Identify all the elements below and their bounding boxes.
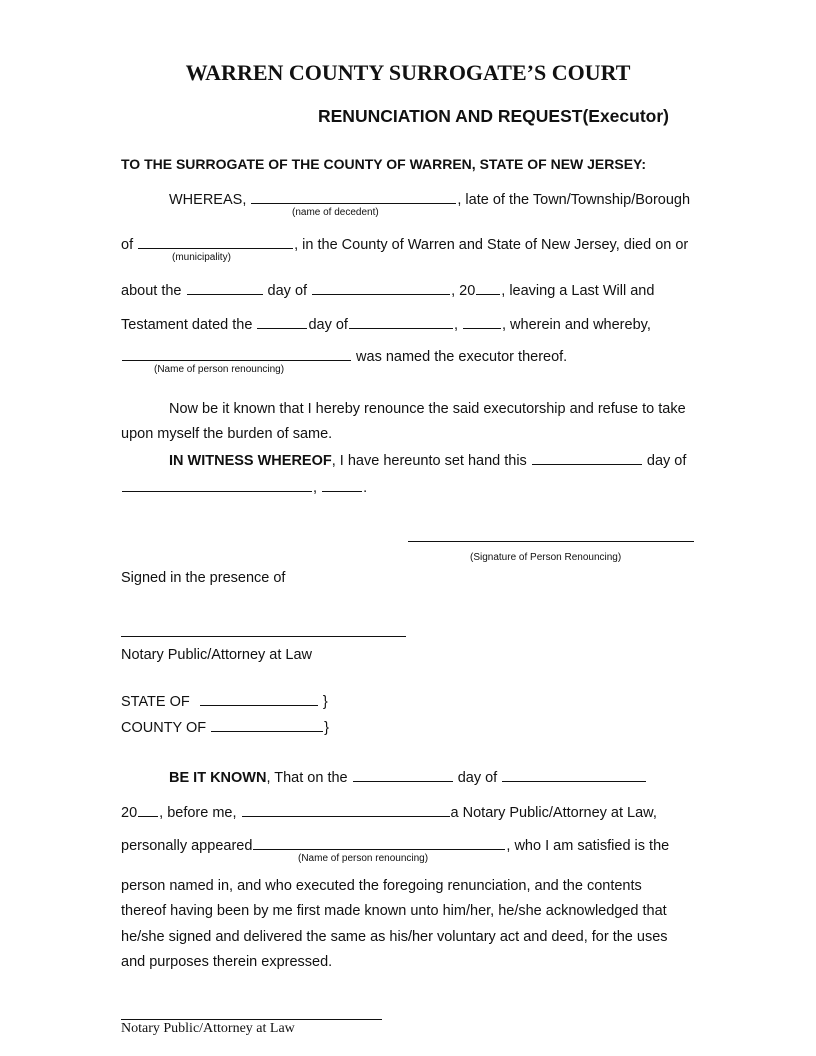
witness-comma: , [313,480,318,496]
renounce-line-1: Now be it known that I hereby renounce the said executorship and refuse to take [169,401,686,417]
known-before-me: , before me, [159,805,237,821]
year-prefix: , 20 [451,283,476,299]
witness-month-field[interactable] [122,478,312,492]
witness-year-field[interactable] [322,478,362,492]
executor-clause: was named the executor thereof. [356,349,568,365]
known-line-2 [121,803,657,821]
of-label: of [121,237,134,253]
whereas-line-1 [169,190,690,208]
state-label: STATE OF [121,694,190,710]
county-field[interactable] [211,718,323,732]
court-title: WARREN COUNTY SURROGATE’S COURT [185,60,631,85]
state-brace: } [322,694,328,710]
death-year-field[interactable] [476,281,500,295]
whereas-l2-rest: , in the County of Warren and State of New Jersey, died on or [294,237,689,253]
known-paragraph-4: and purposes therein expressed. [121,954,333,970]
appeared-person-field[interactable] [253,836,505,850]
known-notary-text: a Notary Public/Attorney at Law, [450,805,657,821]
known-paragraph-1: person named in, and who executed the foregoing renunciation, and the contents [121,878,642,894]
known-l1-text: , That on the [266,770,348,786]
whereas-label: WHEREAS, [169,192,247,208]
form-title: RENUNCIATION AND REQUEST(Executor) [318,106,669,126]
known-heading: BE IT KNOWN [169,770,267,786]
notary-name-field[interactable] [242,803,450,817]
known-line-3 [121,836,669,854]
will-month-field[interactable] [349,315,453,329]
address-line: TO THE SURROGATE OF THE COUNTY OF WARREN, STATE OF NEW JERSEY: [121,156,647,172]
whereas-line-2 [121,235,688,253]
notary-signature-line[interactable] [121,636,406,637]
witness-period: . [363,480,368,496]
known-paragraph-3: he/she signed and delivered the same as his/her voluntary act and deed, for the uses [121,929,668,945]
municipality-field[interactable] [138,235,293,249]
renounce-line-2: upon myself the burden of same. [121,426,333,442]
caption-appeared-person: (Name of person renouncing) [298,853,429,864]
known-year-field[interactable] [138,803,158,817]
footer-notary-line[interactable] [121,1019,382,1020]
witness-day-field[interactable] [532,451,642,465]
testament-dated-label: Testament dated the [121,317,253,333]
whereas-l3-rest: , leaving a Last Will and [501,283,655,299]
footer-notary-label: Notary Public/Attorney at Law [121,1021,295,1036]
will-day-of-label: day of [308,317,348,333]
known-paragraph-2: thereof having been by me first made known unto him/her, he/she acknowledged that [121,903,667,919]
notary-label: Notary Public/Attorney at Law [121,647,313,663]
caption-decedent: (name of decedent) [292,207,379,218]
known-day-field[interactable] [353,768,453,782]
death-month-field[interactable] [312,281,450,295]
signature-line[interactable] [408,541,694,542]
county-line [121,718,329,736]
witness-date-line [121,478,367,496]
whereas-line-4 [121,315,651,333]
whereas-line-3 [121,281,654,299]
witness-day-of-label: day of [646,453,687,469]
day-of-label: day of [267,283,308,299]
death-day-field[interactable] [187,281,263,295]
caption-municipality: (municipality) [172,252,231,263]
witness-line [169,451,686,469]
executor-name-field[interactable] [122,347,351,361]
personally-appeared-label: personally appeared [121,838,253,854]
signed-presence-label: Signed in the presence of [121,570,286,586]
state-field[interactable] [200,692,318,706]
whereas-l4-rest: , wherein and whereby, [502,317,651,333]
will-comma: , [453,317,458,333]
known-l3-rest: , who I am satisfied is the [506,838,670,854]
will-day-field[interactable] [257,315,307,329]
about-the-label: about the [121,283,182,299]
known-day-of-label: day of [457,770,498,786]
county-brace: } [324,720,329,736]
caption-person-renouncing: (Name of person renouncing) [154,364,285,375]
known-year-prefix: 20 [121,805,138,821]
state-line [121,692,328,710]
known-line-1 [169,768,647,786]
will-year-field[interactable] [463,315,501,329]
known-month-field[interactable] [502,768,646,782]
signature-caption: (Signature of Person Renouncing) [470,552,622,563]
witness-text: , I have hereunto set hand this [331,453,527,469]
county-label: COUNTY OF [121,720,207,736]
whereas-line-5 [121,347,567,365]
witness-heading: IN WITNESS WHEREOF [169,453,332,469]
whereas-l1-rest: , late of the Town/Township/Borough [457,192,691,208]
decedent-name-field[interactable] [251,190,456,204]
